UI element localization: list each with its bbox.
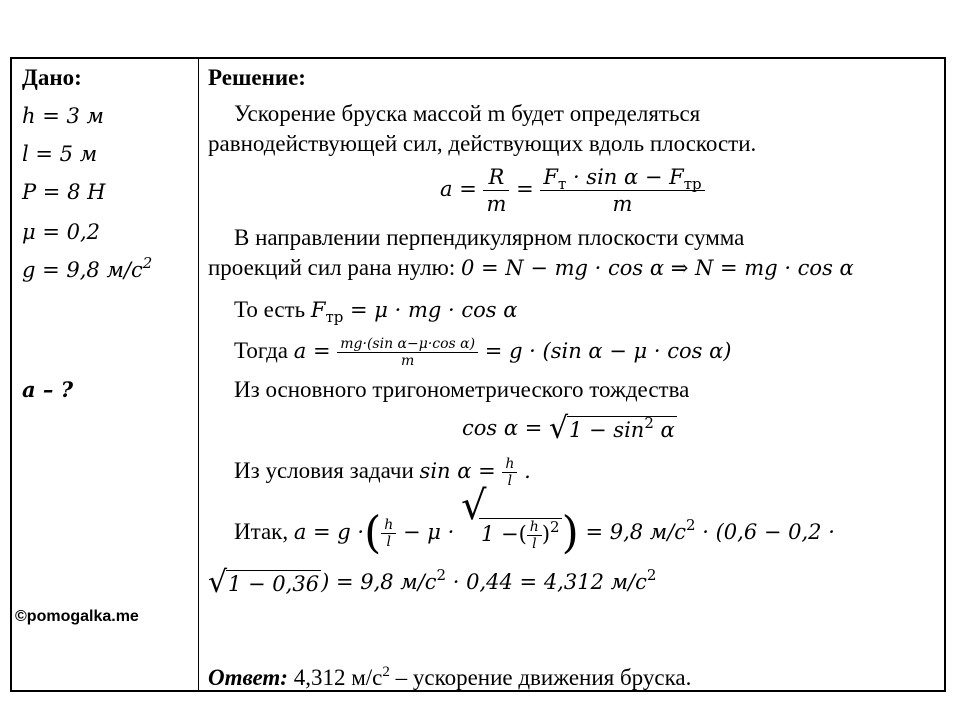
p8-fraction-inner <box>527 519 542 552</box>
p8-text: Итак, <box>234 519 294 544</box>
eq1-lhs: a = <box>440 177 477 201</box>
paragraph-8 <box>234 482 835 569</box>
p8-mid: − μ · <box>402 520 455 544</box>
eq1-num1: R <box>483 164 509 191</box>
fraction-r-over-m <box>483 164 509 217</box>
p8-open-paren: ( <box>364 507 382 559</box>
p8-math <box>293 482 835 559</box>
p3-rest: = μ · mg · cos α <box>343 298 518 322</box>
eq1-den1: m <box>486 192 507 216</box>
given-find: a – ? <box>22 377 74 402</box>
eq1-f: F <box>543 165 558 189</box>
p8-g-num: h <box>527 519 542 536</box>
eq1-den2: m <box>612 192 633 216</box>
p8-lhs: a = g · <box>293 520 365 544</box>
eq1-f-sub: т <box>557 175 567 193</box>
paragraph-9 <box>208 565 657 600</box>
p4-math <box>293 336 732 369</box>
p4-lhs: a = <box>293 339 331 363</box>
p4-den: m <box>401 353 415 369</box>
p6-rad: 1 − sin <box>569 418 645 442</box>
given-g-value: g = 9,8 м/с <box>22 258 143 282</box>
p7-fraction <box>502 456 517 489</box>
p7-num: h <box>502 456 517 473</box>
sqrt-symbol-large: √ <box>460 482 487 529</box>
p8-close-paren: ) <box>561 507 579 559</box>
p8-inner-open: ( <box>518 521 527 546</box>
p4-fraction <box>337 336 478 369</box>
paragraph-4 <box>234 329 731 373</box>
p8-f-den: l <box>386 534 392 550</box>
p9-rhs2: · 0,44 = 4,312 м/с <box>446 570 647 594</box>
paragraph-1-line-1: Ускорение бруска массой m будет определяться <box>234 101 701 126</box>
eq1-ftr-sub: тр <box>683 175 702 193</box>
p8-sup: 2 <box>550 517 560 536</box>
p8-rad: 1 − <box>480 521 519 546</box>
p8-rhs2: · (0,6 − 0,2 · <box>695 520 835 544</box>
p4-num: mg·(sin α−μ·cos α) <box>337 336 478 353</box>
p8-radicand <box>479 518 562 552</box>
p9-sup2: 2 <box>646 566 657 584</box>
p7-den: l <box>507 473 513 489</box>
given-h: h = 3 м <box>22 104 104 128</box>
p8-fraction-h-l <box>381 517 396 550</box>
p8-inner-close: ) <box>541 521 551 546</box>
answer-end: – ускорение движения бруска. <box>389 665 692 690</box>
p8-rhs-sup: 2 <box>686 516 696 534</box>
p6-sqrt <box>549 411 677 446</box>
sqrt-symbol: √ <box>549 411 569 446</box>
p4-rhs: = g · (sin α − μ · cos α) <box>484 339 732 363</box>
p3-sub: тр <box>325 308 344 326</box>
p7-end: . <box>517 459 531 483</box>
p3-f: F <box>310 298 326 322</box>
equation-acceleration <box>440 159 705 219</box>
p4-text: Тогда <box>234 338 294 363</box>
p7-text: Из условия задачи <box>234 458 420 483</box>
solution-table <box>10 57 946 692</box>
answer-line <box>208 665 691 691</box>
answer-label: Ответ: <box>208 665 288 690</box>
p9-rhs: ) = 9,8 м/с <box>321 570 437 594</box>
p6-radicand <box>567 416 677 443</box>
p8-f-num: h <box>381 517 396 534</box>
fraction-forces-over-m <box>540 164 704 217</box>
given-header: Дано: <box>22 65 82 90</box>
p8-rhs: = 9,8 м/с <box>585 520 687 544</box>
paragraph-7 <box>234 449 531 493</box>
p3-text: То есть <box>234 297 311 322</box>
given-l: l = 5 м <box>22 142 98 166</box>
p6-sup: 2 <box>644 414 654 432</box>
eq1-num2 <box>540 164 704 191</box>
p9-radicand: 1 − 0,36 <box>228 572 320 596</box>
given-g-sup: 2 <box>142 254 153 272</box>
paragraph-3 <box>234 297 518 326</box>
p3-math <box>310 298 518 326</box>
p7-lhs: sin α = <box>419 459 496 483</box>
p6-rad-end: α <box>653 418 675 442</box>
solution-header: Решение: <box>208 65 306 90</box>
sqrt-symbol-p9: √ <box>208 565 228 600</box>
p2-math: 0 = N − mg · cos α ⇒ N = mg · cos α <box>460 256 854 280</box>
paragraph-5: Из основного тригонометрического тождества <box>234 377 690 402</box>
copyright-watermark: ©pomogalka.me <box>15 608 139 625</box>
eq1-eq: = <box>516 177 534 201</box>
answer-sup: 2 <box>382 664 390 680</box>
p8-g-den: l <box>532 535 537 552</box>
given-p: P = 8 Н <box>22 180 106 204</box>
p8-sqrt <box>460 482 562 569</box>
given-g <box>22 254 153 283</box>
given-mu: μ = 0,2 <box>22 220 100 244</box>
paragraph-2-line-1: В направлении перпендикулярном плоскости сумма <box>234 225 745 250</box>
paragraph-2-line-2 <box>208 255 854 281</box>
p9-sqrt <box>208 565 321 600</box>
p6-lhs: cos α = <box>462 416 543 440</box>
paragraph-6 <box>462 411 677 446</box>
p2-text: проекций сил рана нулю: <box>208 255 461 280</box>
p7-math <box>419 456 531 489</box>
paragraph-1-line-2: равнодействующей сил, действующих вдоль плоскости. <box>208 131 757 156</box>
column-divider <box>198 59 199 690</box>
answer-value: 4,312 м/с <box>287 665 383 690</box>
p9-sup1: 2 <box>436 566 447 584</box>
eq1-mid: · sin α − F <box>566 165 684 189</box>
